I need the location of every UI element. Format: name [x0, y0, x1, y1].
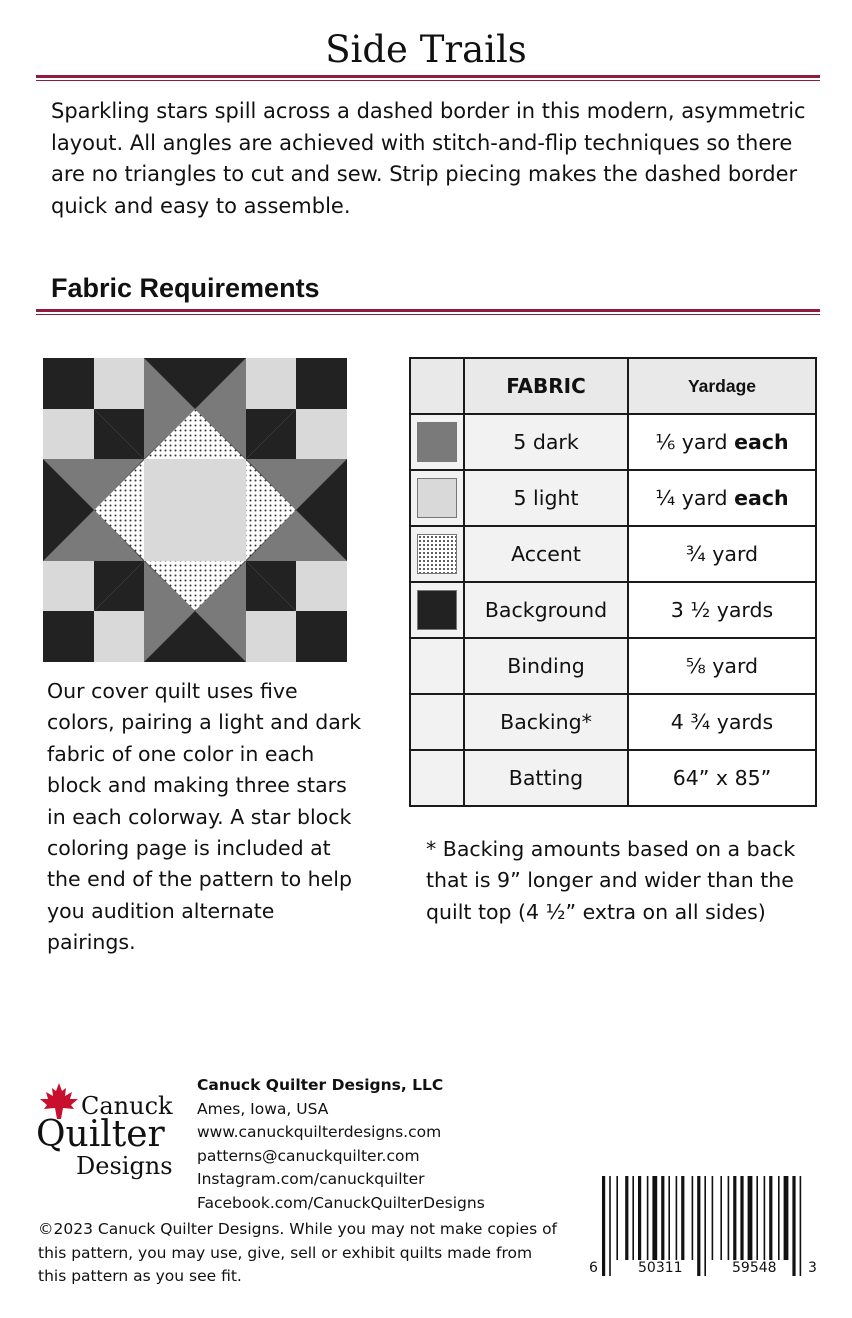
logo-line-1: Canuck — [81, 1092, 173, 1120]
barcode-bar — [756, 1176, 758, 1260]
section-heading: Fabric Requirements — [51, 273, 320, 303]
barcode-bar — [692, 1176, 694, 1260]
table-row — [410, 526, 816, 582]
yardage-cell: ⅝ yard — [628, 638, 816, 694]
barcode-bar — [602, 1176, 605, 1276]
yardage-header: Yardage — [628, 358, 816, 414]
barcode-bar — [616, 1176, 618, 1260]
barcode-bar — [609, 1176, 611, 1276]
swatch-cell — [410, 414, 464, 470]
company-location: Ames, Iowa, USA — [197, 1099, 329, 1118]
table-row — [410, 750, 816, 806]
facebook-link[interactable]: Facebook.com/CanuckQuilterDesigns — [197, 1193, 485, 1212]
table-row — [410, 638, 816, 694]
fabric-requirements-table — [409, 357, 817, 807]
dark-swatch — [417, 422, 457, 462]
section-divider — [36, 309, 820, 315]
yardage-cell: 4 ¾ yards — [628, 694, 816, 750]
cover-quilt-note: Our cover quilt uses five colors, pairing a light and dark fabric of one color in each block and making three stars in each colorway. A star block coloring page is included at the end of the pattern to help you audition alternate pairings. — [47, 679, 362, 955]
table-row — [410, 470, 816, 526]
table-row — [410, 694, 816, 750]
barcode-bar — [704, 1176, 706, 1276]
barcode-bar — [769, 1176, 772, 1260]
table-header-row — [410, 358, 816, 414]
fabric-cell: 5 light — [464, 470, 628, 526]
barcode-group-1: 50311 — [638, 1260, 683, 1276]
logo-line-2: Quilter — [36, 1114, 165, 1155]
yardage-qualifier: each — [734, 430, 789, 454]
email-link[interactable]: patterns@canuckquilter.com — [197, 1146, 420, 1165]
barcode-bar — [720, 1176, 722, 1260]
barcode-bar — [740, 1176, 743, 1260]
barcode-bar — [697, 1176, 700, 1276]
page-title: Side Trails — [325, 28, 527, 71]
title-divider — [36, 75, 820, 81]
barcode-group-2: 59548 — [732, 1260, 777, 1276]
fabric-header: FABRIC — [464, 358, 628, 414]
barcode-bar — [668, 1176, 670, 1260]
swatch-header — [410, 358, 464, 414]
company-name: Canuck Quilter Designs, LLC — [197, 1076, 444, 1094]
barcode-bar — [647, 1176, 649, 1260]
barcode-bar — [625, 1176, 628, 1260]
barcode-bar — [778, 1176, 780, 1260]
swatch-cell — [410, 582, 464, 638]
barcode-bar — [800, 1176, 802, 1276]
yardage-cell: 64” x 85” — [628, 750, 816, 806]
copyright-notice: ©2023 Canuck Quilter Designs. While you may not make copies of this pattern, you may use, give, sell or exhibit quilts made from this pattern as you see fit. — [38, 1220, 558, 1285]
fabric-cell: 5 dark — [464, 414, 628, 470]
barcode-bar — [638, 1176, 641, 1260]
fabric-cell: Background — [464, 582, 628, 638]
barcode-bar — [784, 1176, 789, 1260]
barcode-bar — [748, 1176, 753, 1260]
barcode-bar — [733, 1176, 736, 1260]
barcode-bar — [681, 1176, 684, 1260]
swatch-cell — [410, 470, 464, 526]
table-row — [410, 582, 816, 638]
barcode-bar — [661, 1176, 664, 1260]
accent-swatch — [417, 534, 457, 574]
barcode-bar — [652, 1176, 657, 1260]
star-block-illustration — [43, 358, 347, 662]
background-swatch — [417, 590, 457, 630]
yardage-qualifier: each — [734, 486, 789, 510]
website-link[interactable]: www.canuckquilterdesigns.com — [197, 1123, 442, 1141]
logo-line-3: Designs — [76, 1152, 173, 1180]
instagram-link[interactable]: Instagram.com/canuckquilter — [197, 1170, 425, 1188]
yardage-value: ¼ yard — [655, 486, 728, 510]
yardage-cell — [628, 414, 816, 470]
brand-logo — [36, 1082, 186, 1187]
swatch-cell — [410, 694, 464, 750]
yardage-cell: 3 ½ yards — [628, 582, 816, 638]
swatch-cell — [410, 638, 464, 694]
backing-note: * Backing amounts based on a back that is 9” longer and wider than the quilt top (4 ½” extra on all sides) — [426, 837, 796, 924]
swatch-cell — [410, 750, 464, 806]
fabric-cell: Backing* — [464, 694, 628, 750]
barcode — [586, 1176, 822, 1280]
barcode-bar — [728, 1176, 730, 1260]
barcode-digit-left: 6 — [589, 1260, 598, 1276]
yardage-value: ⅙ yard — [655, 430, 728, 454]
yardage-cell — [628, 470, 816, 526]
barcode-digit-right: 3 — [808, 1260, 817, 1276]
table-row — [410, 414, 816, 470]
barcode-bar — [676, 1176, 678, 1260]
barcode-bar — [764, 1176, 766, 1260]
fabric-cell: Accent — [464, 526, 628, 582]
light-swatch — [417, 478, 457, 518]
fabric-cell: Binding — [464, 638, 628, 694]
company-contact — [197, 1074, 485, 1215]
barcode-bar — [712, 1176, 714, 1260]
barcode-bar — [792, 1176, 795, 1276]
fabric-cell: Batting — [464, 750, 628, 806]
swatch-cell — [410, 526, 464, 582]
barcode-bar — [632, 1176, 634, 1260]
pattern-description: Sparkling stars spill across a dashed border in this modern, asymmetric layout. All angles are achieved with stitch-and-flip techniques so there are no triangles to cut and sew. Strip piecing makes the dashed border quick and easy to assemble. — [51, 99, 806, 218]
yardage-cell: ¾ yard — [628, 526, 816, 582]
